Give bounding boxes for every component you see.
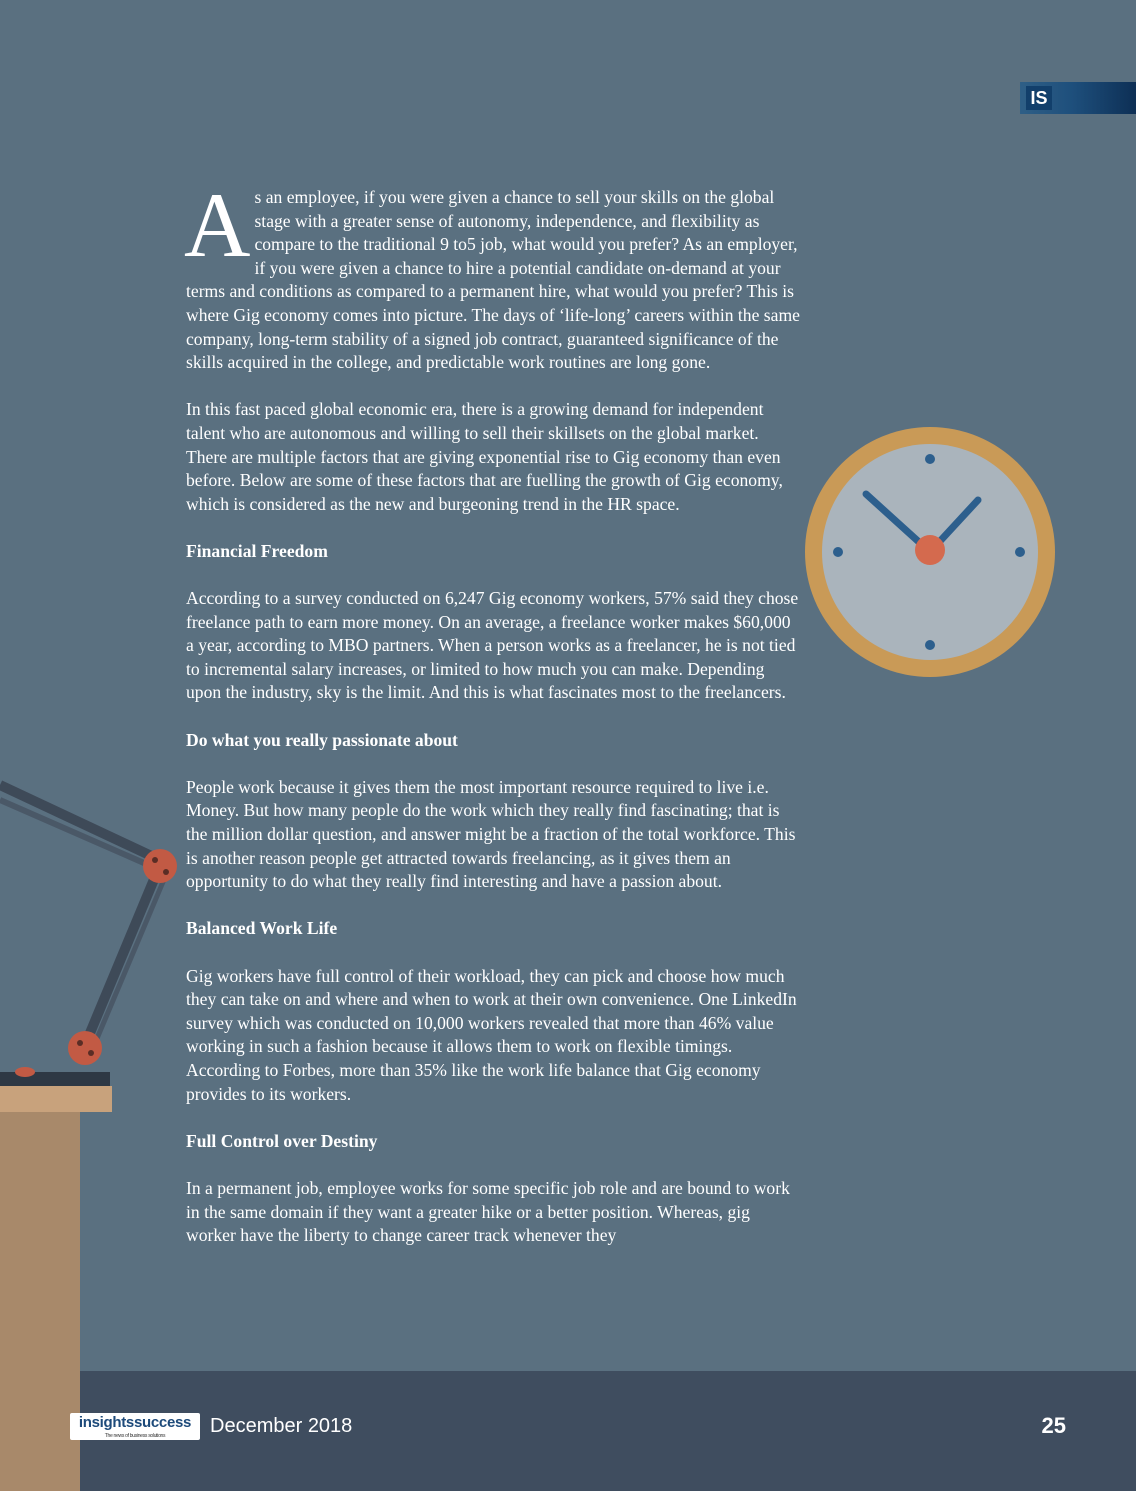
section-heading-control-over-destiny: Full Control over Destiny (186, 1130, 378, 1151)
context-paragraph: In this fast paced global economic era, there is a growing demand for independent talent who are autonomous and willing to sell their skillsets on the global market. There are multiple factors that are giving exponential rise to Gig economy than even before. Below are some of these factors that are fuelling the growth of Gig economy, which is considered as the new and burgeoning trend in the HR space. (186, 399, 783, 514)
section-heading-balanced-work-life: Balanced Work Life (186, 918, 338, 939)
section-body-control-over-destiny: In a permanent job, employee works for some specific job role and are bound to work in the same domain if they want a greater hike or a better position. Whereas, gig worker have the liberty to change career track whenever they (186, 1177, 790, 1246)
page-number: 25 (1041, 1413, 1066, 1438)
brand-name: insightssuccess (78, 1414, 192, 1431)
is-logo-mark: IS (1026, 86, 1052, 110)
intro-text: s an employee, if you were given a chance to sell your skills on the global stage with a greater sense of autonomy, independence, and flexibility as compare to the traditional 9 to5 job, what would you prefer? As an employer, if you were given a chance to hire a potential candidate on-demand at your terms and conditions as compared to a permanent hire, what would you prefer? This is where Gig economy comes into picture. The days of ‘life-long’ careers within the same company, long-term stability of a signed job contract, guaranteed significance of the skills acquired in the college, and predictable work routines are long gone. (186, 187, 800, 373)
wall-clock-icon (805, 427, 1055, 677)
intro-paragraph (184, 174, 802, 375)
section-heading-financial-freedom: Financial Freedom (186, 540, 328, 561)
article-body (184, 174, 802, 1271)
section-heading-passion: Do what you really passionate about (186, 729, 458, 750)
issue-date: December 2018 (210, 1415, 353, 1437)
desk-lamp-icon (0, 785, 177, 1086)
section-body-financial-freedom: According to a survey conducted on 6,247 Gig economy workers, 57% said they chose freelance path to earn more money. On an average, a freelance worker makes $60,000 a year, according to MBO partners. When a person works as a freelancer, he is not tied to incremental salary increases, or limited to how much you can make. Depending upon the industry, sky is the limit. And this is what fascinates most to the freelancers. (186, 588, 799, 703)
insights-success-logo (70, 1413, 200, 1440)
drop-cap: A (184, 174, 251, 276)
section-body-balanced-work-life: Gig workers have full control of their workload, they can pick and choose how much they can take on and where and when to work at their own convenience. One LinkedIn survey which was conducted on 10,000 workers revealed that more than 46% value working in such a fashion because it allows them to work on flexible timings. According to Forbes, more than 35% like the work life balance that Gig economy provides to its workers. (186, 965, 797, 1104)
section-body-passion: People work because it gives them the most important resource required to live i.e. Money. But how many people do the work which they really find fascinating; that is the million dollar question, and answer might be a fraction of the total workforce. This is another reason people get attracted towards freelancing, as it gives them an opportunity to do what they really find interesting and have a passion about. (186, 776, 796, 892)
brand-tagline: The news of business solutions (104, 1433, 166, 1439)
